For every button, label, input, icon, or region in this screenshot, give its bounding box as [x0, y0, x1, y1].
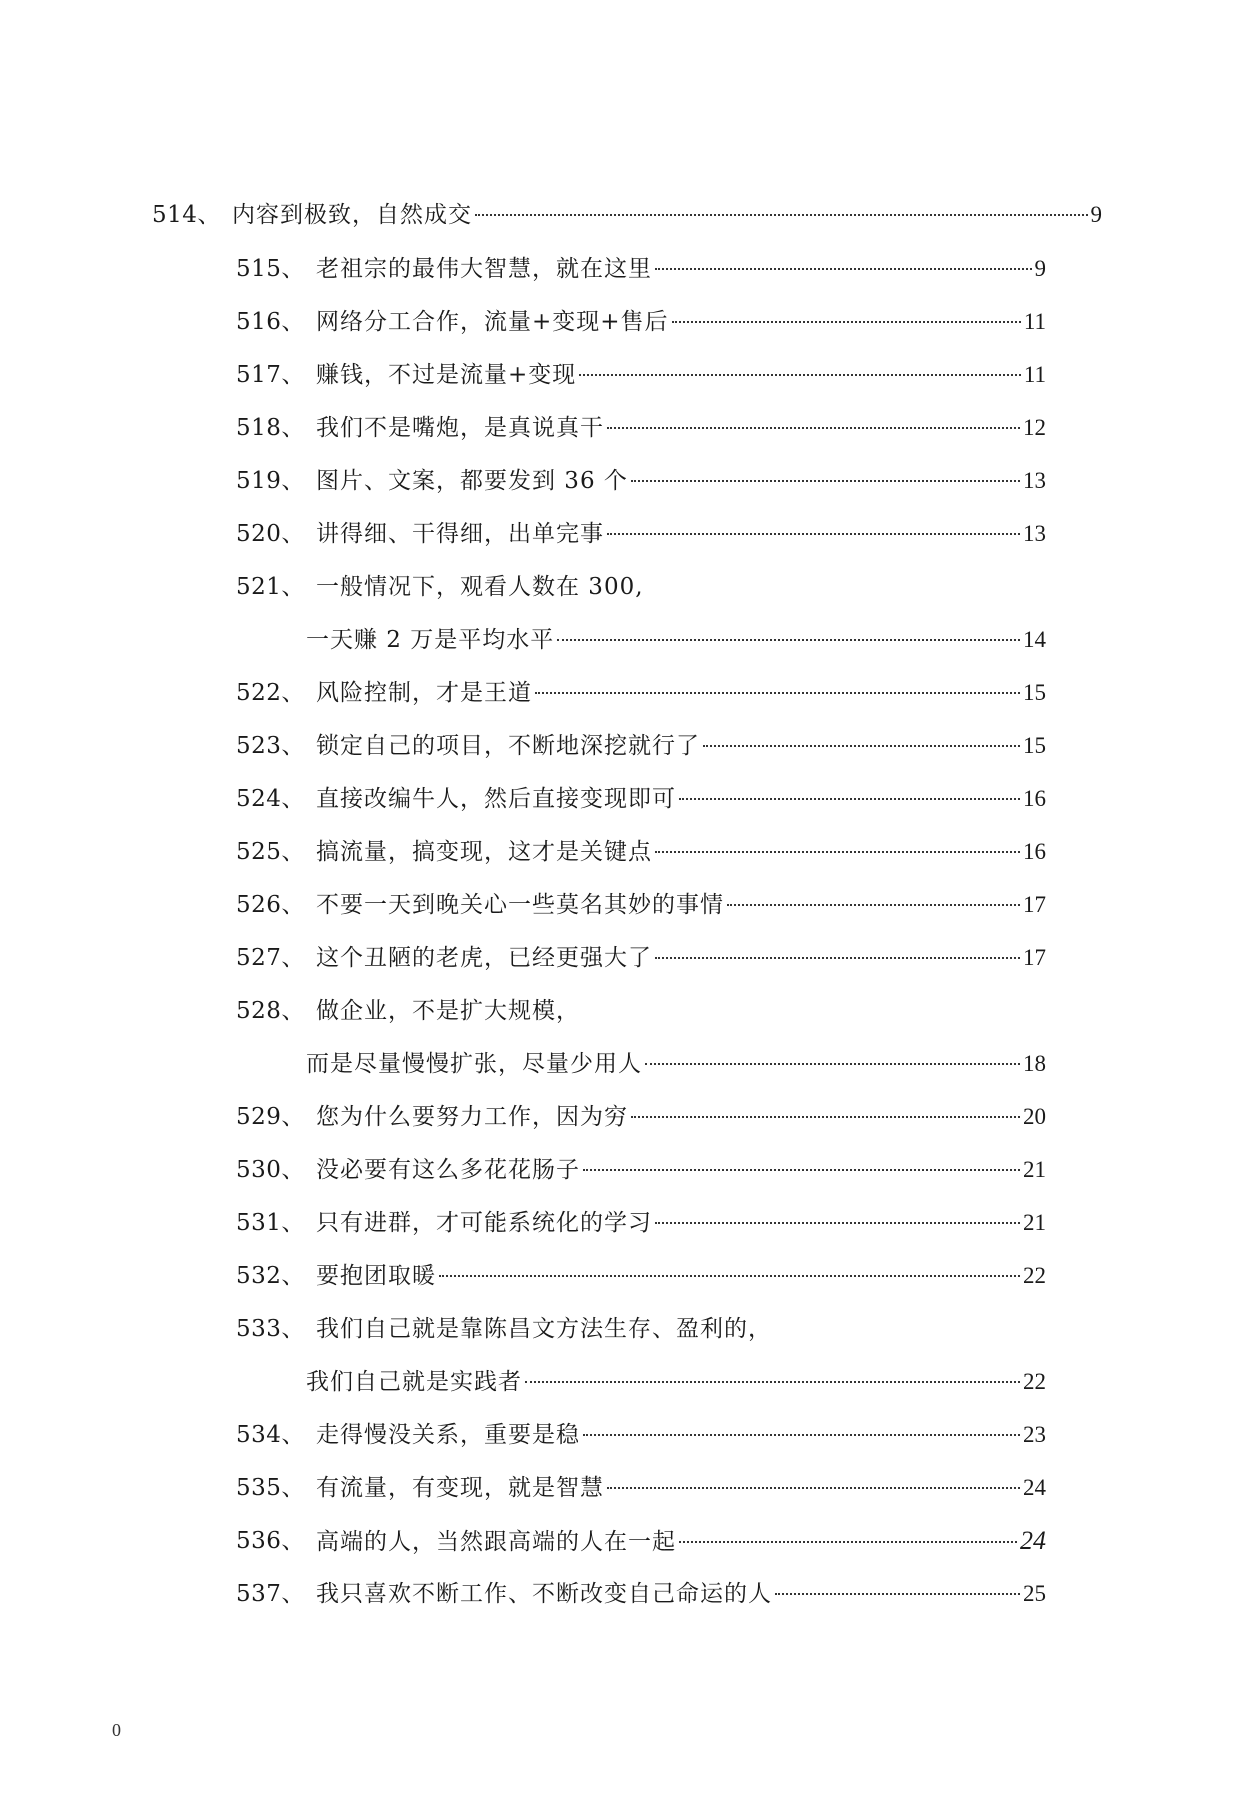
entry-page: 21: [1023, 1157, 1046, 1182]
entry-title: 要抱团取暖: [316, 1263, 436, 1289]
entry-page: 23: [1023, 1422, 1046, 1447]
entry-title: 一般情况下，观看人数在 300,: [316, 574, 644, 600]
entry-page: 14: [1023, 627, 1046, 652]
toc-entry: [236, 1473, 1046, 1503]
dot-leader: [583, 1169, 1020, 1171]
entry-number: 537、: [236, 1581, 305, 1607]
entry-title: 我们自己就是靠陈昌文方法生存、盈利的，: [316, 1316, 772, 1342]
entry-title: 讲得细、干得细，出单完事: [316, 521, 604, 547]
entry-number: 517、: [236, 362, 305, 388]
entry-number: 521、: [236, 574, 305, 600]
entry-title: 不要一天到晚关心一些莫名其妙的事情: [316, 892, 724, 918]
dot-leader: [579, 374, 1021, 376]
toc-entry: [236, 890, 1046, 920]
toc-entry: [236, 837, 1046, 867]
dot-leader: [655, 1222, 1020, 1224]
entry-number: 525、: [236, 839, 305, 865]
dot-leader: [557, 639, 1020, 641]
entry-title-continued: 我们自己就是实践者: [306, 1369, 522, 1395]
entry-number: 526、: [236, 892, 305, 918]
toc-entry: [236, 413, 1046, 443]
entry-title: 我只喜欢不断工作、不断改变自己命运的人: [316, 1581, 772, 1607]
toc-entry: [236, 1579, 1046, 1609]
toc-entry: [236, 996, 1046, 1080]
entry-page: 16: [1023, 839, 1046, 864]
entry-page: 22: [1023, 1263, 1046, 1288]
dot-leader: [727, 904, 1020, 906]
entry-title: 这个丑陋的老虎，已经更强大了: [316, 945, 652, 971]
entry-number: 520、: [236, 521, 305, 547]
entry-title-continued: 一天赚 2 万是平均水平: [306, 627, 555, 653]
toc-entry: [236, 1314, 1046, 1398]
entry-title: 直接改编牛人，然后直接变现即可: [316, 786, 676, 812]
entry-number: 533、: [236, 1316, 305, 1342]
toc-entry: [236, 519, 1046, 549]
dot-leader: [703, 745, 1020, 747]
entry-title: 搞流量，搞变现，这才是关键点: [316, 839, 652, 865]
dot-leader: [655, 957, 1020, 959]
entry-number: 523、: [236, 733, 305, 759]
entry-title: 图片、文案，都要发到 36 个: [316, 468, 628, 494]
dot-leader: [475, 214, 1088, 216]
toc-entry: [236, 1420, 1046, 1450]
entry-number: 527、: [236, 945, 305, 971]
entry-title: 赚钱，不过是流量+变现: [316, 362, 577, 388]
entry-page: 9: [1090, 202, 1102, 227]
entry-title: 走得慢没关系，重要是稳: [316, 1422, 580, 1448]
entry-title: 老祖宗的最伟大智慧，就在这里: [316, 256, 652, 282]
entry-page: 25: [1023, 1581, 1046, 1606]
toc-entry: [236, 1261, 1046, 1291]
entry-page: 9: [1034, 256, 1046, 281]
entry-page: 22: [1023, 1369, 1046, 1394]
entry-title: 风险控制，才是王道: [316, 680, 532, 706]
toc-entry: [236, 1102, 1046, 1132]
toc-entry: [236, 731, 1046, 761]
dot-leader: [655, 851, 1020, 853]
dot-leader: [645, 1063, 1020, 1065]
entry-page: 24: [1023, 1475, 1046, 1500]
entry-page: 20: [1023, 1104, 1046, 1129]
entry-page: 21: [1023, 1210, 1046, 1235]
entry-title: 内容到极致，自然成交: [232, 202, 472, 228]
entry-number: 534、: [236, 1422, 305, 1448]
dot-leader: [439, 1275, 1020, 1277]
toc-entry: [152, 200, 1102, 230]
entry-page: 13: [1023, 468, 1046, 493]
dot-leader: [775, 1593, 1020, 1595]
toc-entry: [236, 360, 1046, 390]
toc-entry: [236, 678, 1046, 708]
entry-number: 519、: [236, 468, 305, 494]
entry-number: 518、: [236, 415, 305, 441]
entry-number: 531、: [236, 1210, 305, 1236]
dot-leader: [672, 321, 1021, 323]
entry-title: 没必要有这么多花花肠子: [316, 1157, 580, 1183]
dot-leader: [679, 1541, 1017, 1543]
entry-number: 529、: [236, 1104, 305, 1130]
dot-leader: [655, 268, 1032, 270]
entry-number: 536、: [236, 1528, 305, 1554]
toc-entry: [236, 307, 1046, 337]
entry-page: 11: [1023, 362, 1046, 387]
entry-page: 11: [1023, 309, 1046, 334]
entry-page: 15: [1023, 733, 1046, 758]
entry-number: 515、: [236, 256, 305, 282]
dot-leader: [631, 1116, 1020, 1118]
entry-number: 524、: [236, 786, 305, 812]
toc-entry: [236, 572, 1046, 656]
toc-entry: [236, 254, 1046, 284]
dot-leader: [679, 798, 1020, 800]
entry-number: 532、: [236, 1263, 305, 1289]
entry-title: 做企业，不是扩大规模，: [316, 998, 580, 1024]
toc-entry: [236, 1155, 1046, 1185]
entry-number: 516、: [236, 309, 305, 335]
entry-page: 15: [1023, 680, 1046, 705]
dot-leader: [607, 427, 1020, 429]
toc-entry: [236, 943, 1046, 973]
entry-title: 只有进群，才可能系统化的学习: [316, 1210, 652, 1236]
entry-title: 高端的人，当然跟高端的人在一起: [316, 1529, 676, 1555]
entry-title: 您为什么要努力工作，因为穷: [316, 1104, 628, 1130]
toc-entry: [236, 1208, 1046, 1238]
page-footer-mark: 0: [112, 1720, 121, 1740]
entry-page: 16: [1023, 786, 1046, 811]
dot-leader: [631, 480, 1020, 482]
dot-leader: [583, 1434, 1020, 1436]
dot-leader: [607, 533, 1020, 535]
entry-page: 24: [1020, 1526, 1046, 1555]
entry-page: 17: [1023, 945, 1046, 970]
toc-entry: [236, 784, 1046, 814]
entry-number: 530、: [236, 1157, 305, 1183]
entry-number: 535、: [236, 1475, 305, 1501]
entry-page: 17: [1023, 892, 1046, 917]
entry-number: 514、: [152, 202, 221, 228]
entry-number: 522、: [236, 680, 305, 706]
entry-number: 528、: [236, 998, 305, 1024]
entry-title: 网络分工合作，流量+变现+售后: [316, 309, 669, 335]
entry-title: 我们不是嘴炮，是真说真干: [316, 415, 604, 441]
entry-title: 有流量，有变现，就是智慧: [316, 1475, 604, 1501]
entry-page: 18: [1023, 1051, 1046, 1076]
dot-leader: [535, 692, 1020, 694]
toc-entry: [236, 466, 1046, 496]
toc-entry: [236, 1526, 1046, 1556]
entry-title-continued: 而是尽量慢慢扩张，尽量少用人: [306, 1051, 642, 1077]
entry-page: 12: [1023, 415, 1046, 440]
entry-page: 13: [1023, 521, 1046, 546]
dot-leader: [525, 1381, 1020, 1383]
entry-title: 锁定自己的项目，不断地深挖就行了: [316, 733, 700, 759]
dot-leader: [607, 1487, 1020, 1489]
